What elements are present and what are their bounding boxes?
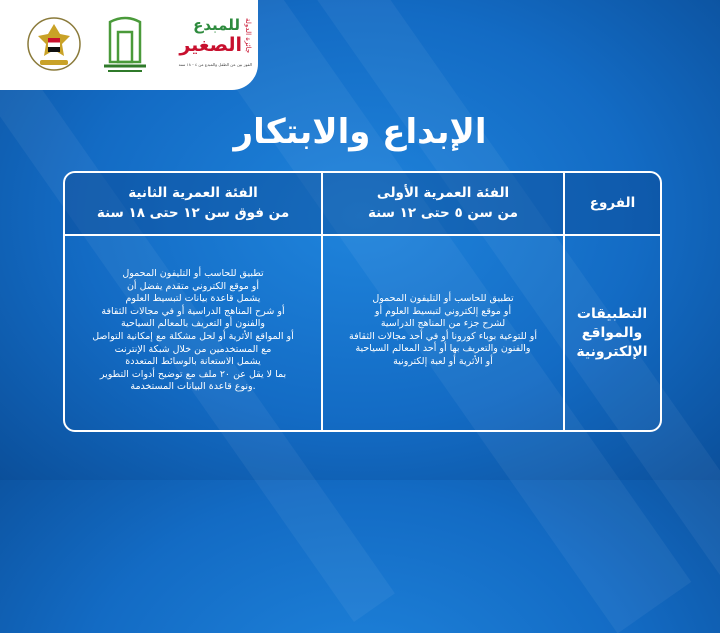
age-group-2-line: تطبيق للحاسب أو التليفون المحمول <box>122 268 264 279</box>
cell-age-group-2-description <box>69 268 317 394</box>
age-group-2-line: بما لا يقل عن ٢٠ ملف مع توضيح أدوات التطوير <box>99 368 287 380</box>
award-line-1: جائزة الدولة <box>244 18 252 54</box>
logo-bar <box>0 0 258 90</box>
header-age-group-2-title: الفئة العمرية الثانية <box>128 185 258 201</box>
age-group-2-line: أو شرح المناهج الدراسية أو في مجالات الثقافة <box>101 305 285 317</box>
age-group-1-line: أو الأثرية أو لعبة إلكترونية <box>393 355 493 367</box>
age-group-1-line: تطبيق للحاسب أو التليفون المحمول <box>372 293 514 304</box>
award-line-2: للمبدع <box>193 16 240 34</box>
age-group-2-line: يشمل قاعدة بيانات لتبسيط العلوم <box>125 293 261 305</box>
cell-age-group-1-description <box>327 293 559 369</box>
age-group-2-line: والفنون أو التعريف بالمعالم السياحية <box>121 318 265 330</box>
header-age-group-2-range: من فوق سن ١٢ حتى ١٨ سنة <box>96 205 290 221</box>
award-tagline: الفوز بين عن الطفل والمبدع من ٤ - ١٨ سنة <box>178 62 252 67</box>
age-group-2-line: يشمل الاستعانة بالوسائط المتعددة <box>125 356 261 368</box>
age-group-1-lines <box>327 293 559 369</box>
age-group-2-line: أو موقع الكتروني متقدم يفضل أن <box>126 280 260 292</box>
header-age-group-1-range: من سن ٥ حتى ١٢ سنة <box>367 205 519 221</box>
young-creator-award-logo <box>162 16 252 78</box>
page-title: الإبداع والابتكار <box>233 112 487 152</box>
age-group-2-line: مع المستخدمين من خلال شبكة الإنترنت <box>114 343 272 355</box>
cell-branch-name: التطبيقات والمواقع الإلكترونية <box>576 306 648 360</box>
age-group-1-line: لشرح جزء من المناهج الدراسية <box>380 318 506 330</box>
criteria-table <box>63 171 662 432</box>
header-age-group-1 <box>323 183 563 223</box>
header-age-group-2 <box>65 183 321 223</box>
age-group-1-line: أو للتوعية بوباء كورونا أو في أحد مجالات الثقافة <box>349 330 537 342</box>
age-group-2-line: أو المواقع الأثرية أو لحل مشكلة مع إمكانية التواصل <box>92 330 294 342</box>
ministry-logo <box>100 14 150 74</box>
age-group-1-line: أو موقع إلكتروني لتبسيط العلوم أو <box>374 305 512 317</box>
egypt-emblem-logo <box>24 14 84 74</box>
header-branches: الفروع <box>589 195 636 211</box>
header-age-group-1-title: الفئة العمرية الأولى <box>376 185 510 201</box>
age-group-2-lines <box>69 268 317 394</box>
age-group-1-line: والفنون والتعريف بها أو أحد المعالم السياحية <box>355 343 531 355</box>
award-line-3: الصغير <box>179 34 242 56</box>
age-group-2-line: .ونوع قاعدة البيانات المستخدمة <box>130 381 256 393</box>
